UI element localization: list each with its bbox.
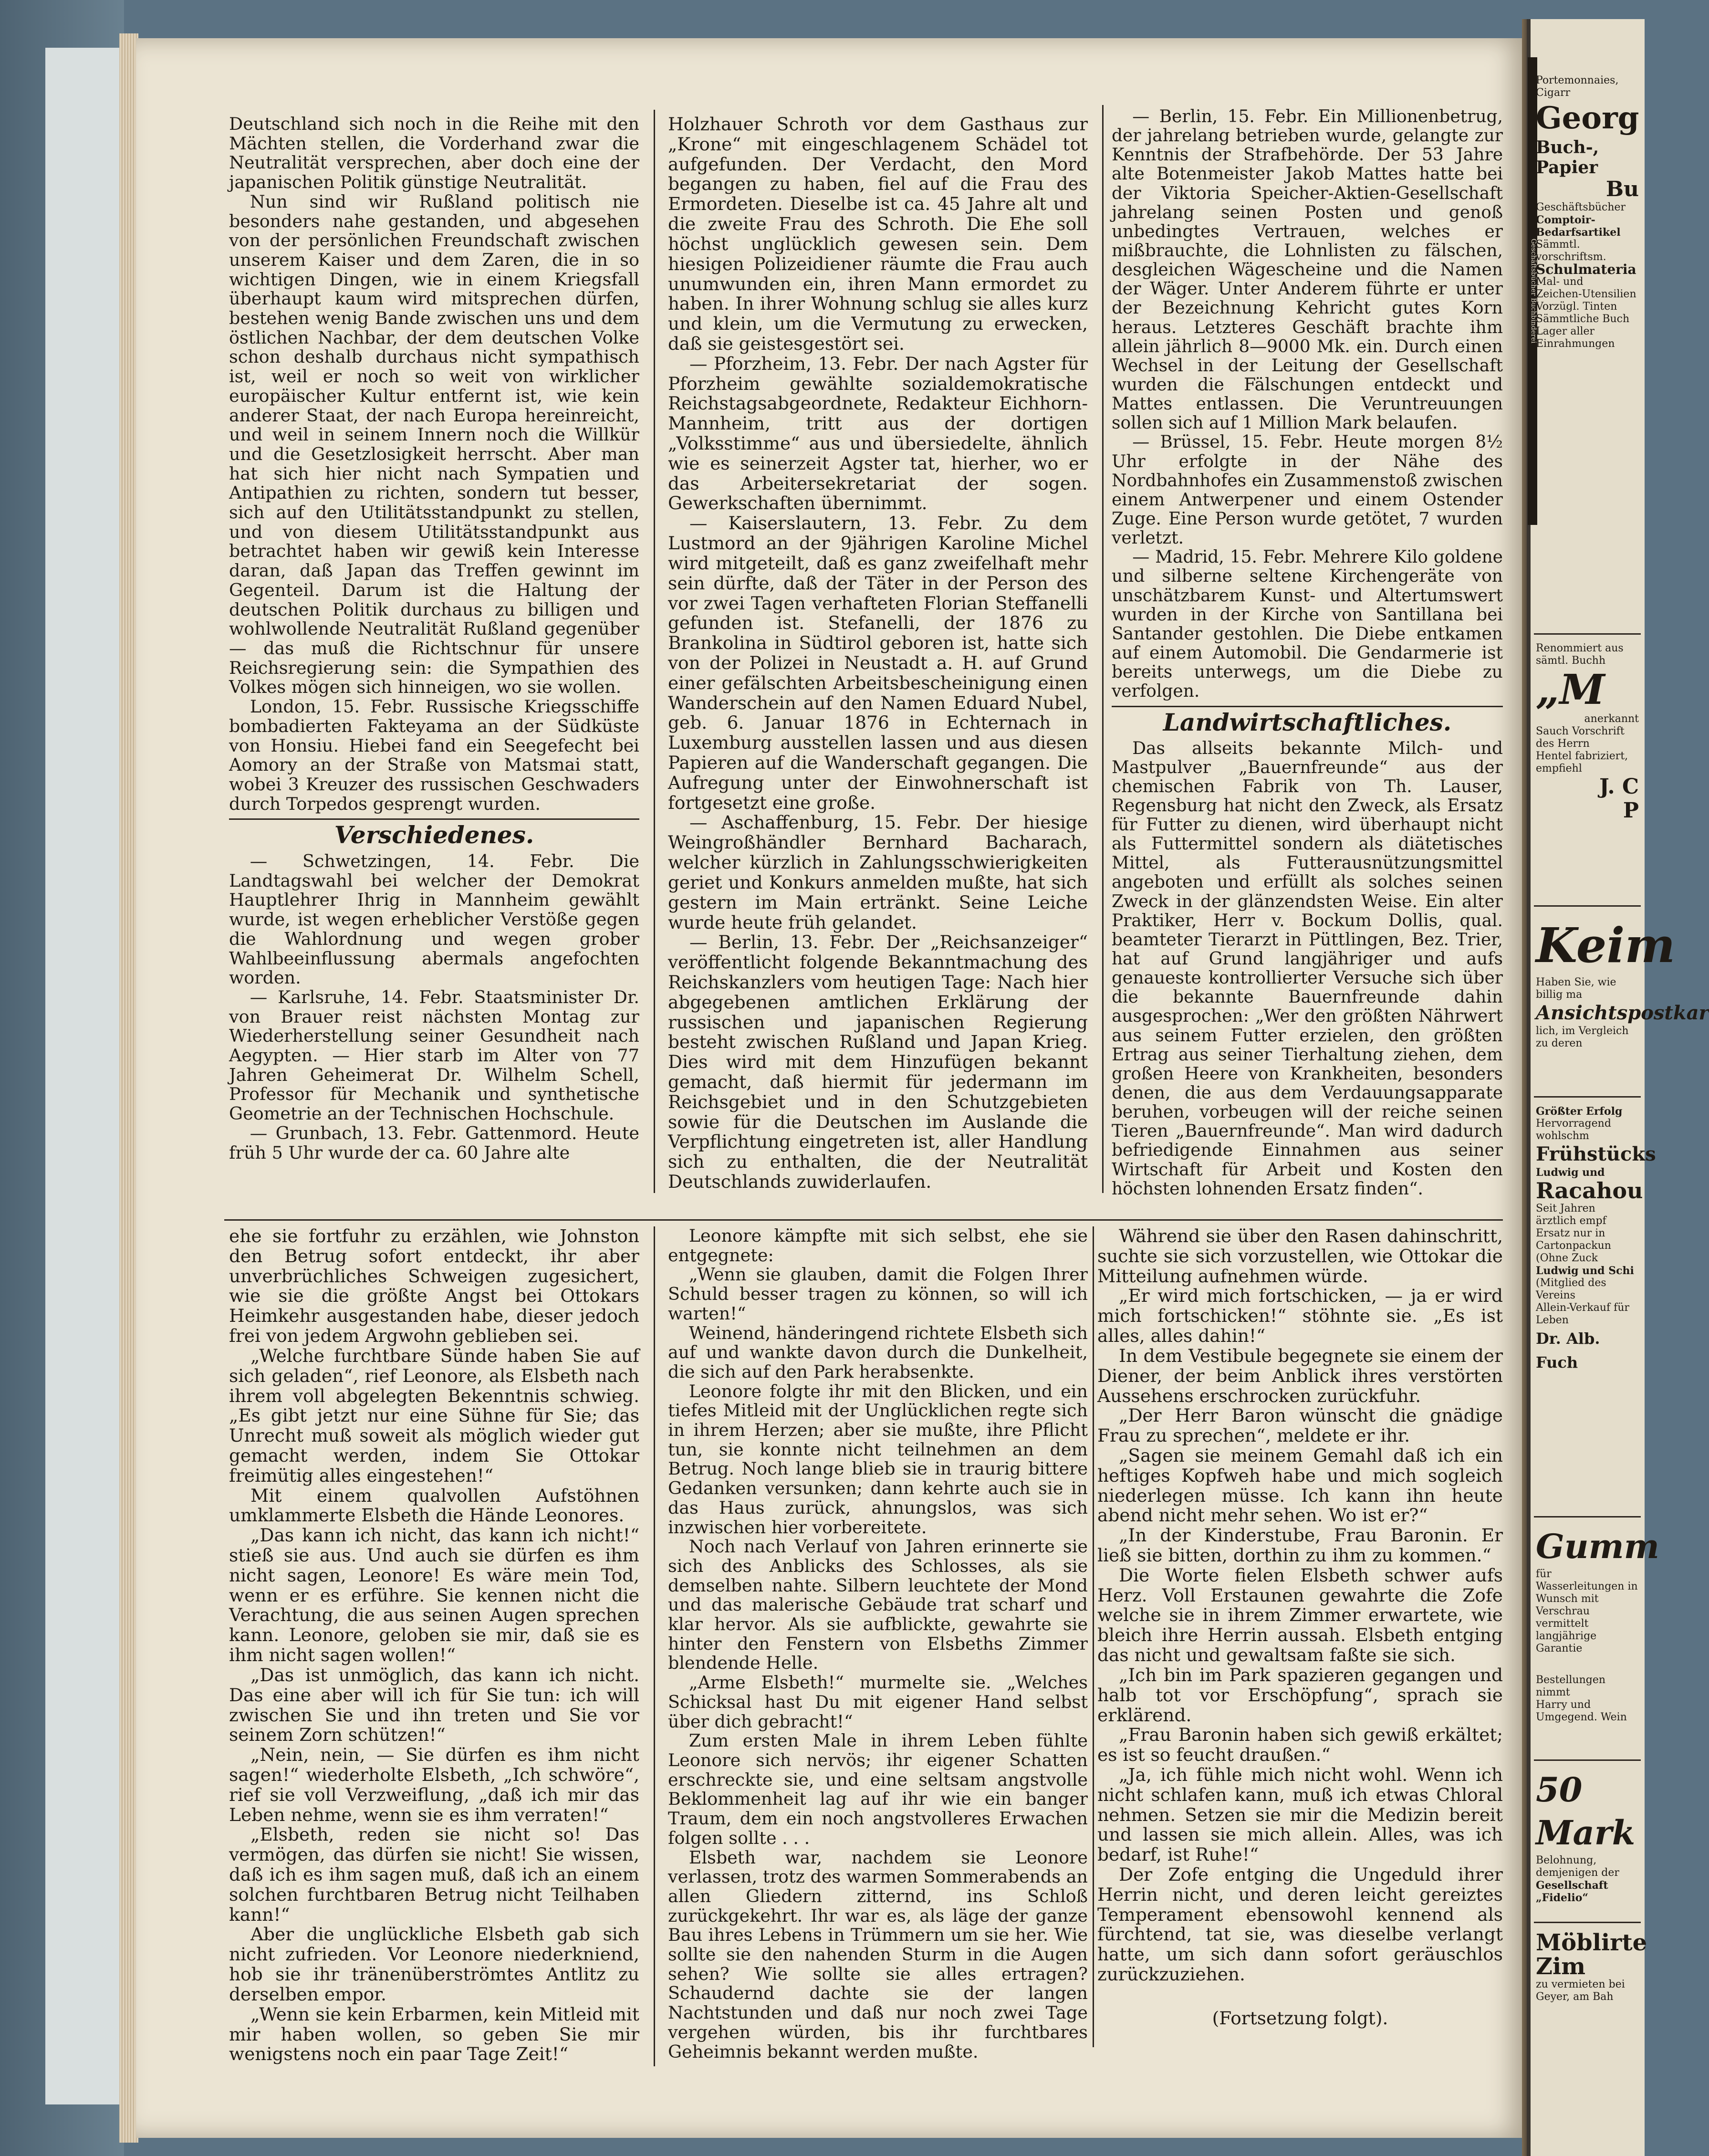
page-stack-edge: [119, 33, 138, 2143]
paragraph: Während sie über den Rasen dahinschritt, suchte sie sich vorzustellen, wie Ottokar die Mitteilung aufnehmen würde.: [1097, 1225, 1503, 1287]
paragraph: Die Worte fielen Elsbeth schwer aufs Herz. Voll Erstaunen gewahrte die Zofe welche sie in ihrem Zimmer erwartete, wie bleich ihre Herrin aussah. Elsbeth entging das nicht und gewaltsam faßte sie sich.: [1097, 1564, 1503, 1666]
ad-m-product: Renommiert aus sämtl. Buchh „M anerkannt Sauch Vorschrift des Herrn Hentel fabriziert, empfiehl J. C P: [1534, 639, 1641, 907]
paragraph: Holzhauer Schroth vor dem Gasthaus zur „Krone“ mit eingeschlagenem Schädel tot aufgefunden. Der Verdacht, den Mord begangen zu haben, fiel auf die Frau des Ermordeten. Dieselbe ist ca. 45 Jahre alt und die zweite Frau des Schroth. Die Ehe soll höchst unglücklich gewesen sein. Dem hiesigen Polizeidiener räumte die Frau auch unumwunden ein, ihren Mann ermordet zu haben. In ihrer Wohnung schlug sie alles kurz und klein, um die Vermutung zu erwecken, daß sie geistesgestört sei.: [668, 114, 1088, 354]
paragraph: „In der Kinderstube, Frau Baronin. Er ließ sie bitten, dorthin zu ihm zu kommen.“: [1097, 1525, 1503, 1566]
paragraph: Aber die unglückliche Elsbeth gab sich nicht zufrieden. Vor Leonore niederkniend, hob sie ihr tränenüberströmtes Antlitz zu derselben empor.: [229, 1924, 639, 2005]
bottom-column-1: [229, 1226, 639, 2066]
paragraph: Mit einem qualvollen Aufstöhnen umklammerte Elsbeth die Hände Leonores.: [229, 1485, 639, 1526]
paragraph: Deutschland sich noch in die Reihe mit den Mächten stellen, die Vorderhand zwar die Neutralität versprechen, aber doch eine der japanischen Politik günstige Neutralität.: [229, 114, 639, 193]
ad-keim-ansichtspostkarten: Keim Haben Sie, wie billig ma Ansichtspostkar lich, im Vergleich zu deren: [1534, 911, 1641, 1098]
ad-georg-buchhandlung: Portemonnaies, Cigarr Georg Buch-, Papier Bu Geschäftsbücher Comptoir- Bedarfsartikel Sämmtl. vorschriftsm. Schulmateria Mal- und Zeichen-Utensilien Vorzügl. Tinten Sämmtliche Buch Lager aller Einrahmungen: [1534, 72, 1641, 635]
feuilleton-divider: [224, 1219, 1503, 1221]
paragraph: „Welche furchtbare Sünde haben Sie auf sich geladen“, rief Leonore, als Elsbeth nach ihrem voll abgelegten Bekenntnis schwieg. „Es gibt jetzt nur eine Sühne für Sie; das Unrecht muß soweit als möglich wieder gut gemacht werden, indem Sie Ottokar freimütig alles eingestehen!“: [229, 1345, 639, 1486]
paragraph: Elsbeth war, nachdem sie Leonore verlassen, trotz des warmen Sommerabends an allen Gliedern zitternd, ins Schloß zurückgekehrt. Ihr war es, als läge der ganze Bau ihres Lebens in Trümmern um sie her. Wie sollte sie den nahenden Sturm in die Augen sehen? Wie sollte sie alles ertragen? Schaudernd dachte sie der langen Nachtstunden und daß nur noch zwei Tage vergehen würden, bis ihr furchtbares Geheimnis bekannt werden mußte.: [668, 1847, 1088, 2062]
paragraph: Leonore folgte ihr mit den Blicken, und ein tiefes Mitleid mit der Unglücklichen regte sich in ihrem Herzen; aber sie mußte, ihre Pflicht tun, sie konnte nicht teilnehmen an dem Betrug. Noch lange blieb sie in traurig bittere Gedanken versunken; dann kehrte auch sie in das Haus zurück, ahnungslos, was sich inzwischen hier vorbereitete.: [668, 1381, 1088, 1538]
binder-board: [45, 48, 128, 2104]
column-rule: [1093, 1226, 1094, 2047]
paragraph: Zum ersten Male in ihrem Leben fühlte Leonore sich nervös; ihr eigener Schatten erschreckte sie, und eine seltsam angstvolle Beklommenheit lag auf ihr wie ein banger Traum, dem ein noch angstvolleres Erwachen folgen sollte . . .: [668, 1730, 1088, 1848]
paragraph: „Er wird mich fortschicken, — ja er wird mich fortschicken!“ stöhnte sie. „Es ist alles, alles dahin!“: [1097, 1285, 1503, 1347]
paragraph: — Berlin, 13. Febr. Der „Reichsanzeiger“ veröffentlicht folgende Bekanntmachung des Reichskanzlers vom heutigen Tage: Nach hier abgegebenen amtlichen Erklärung der russischen und japanischen Regierung besteht zwischen Rußland und Japan Krieg. Dies wird mit dem Hinzufügen bekannt gemacht, daß hiermit für jedermann im Reichsgebiet und in den Schutzgebieten sowie für die Deutschen im Auslande die Verpflichtung eingetreten ist, aller Handlung sich zu enthalten, die der Neutralität Deutschlands zuwiderlaufen.: [668, 931, 1088, 1193]
paragraph: — Berlin, 15. Febr. Ein Millionenbetrug, der jahrelang betrieben wurde, gelangte zur Kenntnis der Strafbehörde. Der 53 Jahre alte Botenmeister Jakob Mattes hatte bei der Viktoria Speicher-Aktien-Gesellschaft jahrelang seinen Posten und genoß unbedingtes Vertrauen, welches er mißbrauchte, die Lohnlisten zu fälschen, desgleichen Wägescheine und die Namen der Wäger. Unter Anderem führte er unter der Bezeichnung Kehricht gutes Korn heraus. Letzteres Geschäft brachte ihm allein jährlich 8—9000 Mk. ein. Durch einen Wechsel in der Leitung der Gesellschaft wurden die Fälschungen entdeckt und Mattes entlassen. Die Veruntreuungen sollen sich auf 1 Million Mark belaufen.: [1112, 107, 1503, 433]
ad-racahout-fruehstueck: Größter Erfolg Hervorragend wohlschm Frühstücks Ludwig und Racahou Seit Jahren ärztlich empf Ersatz nur in Cartonpackun (Ohne Zuck Ludwig und Schi (Mitglied des Vereins Allein-Verkauf für Leben Dr. Alb. Fuch: [1534, 1102, 1641, 1518]
bottom-column-3: [1097, 1226, 1503, 2066]
continuation-note: (Fortsetzung folgt).: [1212, 2007, 1388, 2029]
paragraph: „Arme Elsbeth!“ murmelte sie. „Welches Schicksal hast Du mit eigener Hand selbst über dich gebracht!“: [668, 1672, 1088, 1732]
paragraph: Das allseits bekannte Milch- und Mastpulver „Bauernfreunde“ aus der chemischen Fabrik von Th. Lauser, Regensburg hat nicht den Zweck, als Ersatz für Futter zu dienen, wird überhaupt nicht als Futtermittel sondern als diätetisches Mittel, als Futterausnützungsmittel angeboten und erfüllt als solches seinen Zweck in der glänzendsten Weise. Ein alter Praktiker, Herr v. Bockum Dollis, qual. beamteter Tierarzt in Püttlingen, Bez. Trier, hat auf Grund langjähriger und aufs genaueste kontrollierter Versuche sich über die bekannte Bauernfreunde dahin ausgesprochen: „Wer den größten Nährwert aus seinem Futter erzielen, den größten Ertrag aus seiner Tierhaltung ziehen, dem großen Heere von Krankheiten, besonders denen, die aus dem Verdauungsapparate beruhen, vorbeugen will der reiche seinen Tieren „Bauernfreunde“. Man wird dadurch befriedigende Einnahmen aus seiner Wirtschaft für Arbeit und Kosten den höchsten lohnenden Ersatz finden“.: [1112, 738, 1503, 1199]
column-rule: [654, 1226, 655, 2066]
paragraph: Nun sind wir Rußland politisch nie besonders nahe gestanden, und abgesehen von der persönlichen Freundschaft zwischen unserem Kaiser und dem Zaren, die in so wichtigen Dingen, wie in einem Kriegsfall überhaupt kaum wird mitsprechen dürfen, bestehen wenig Bande zwischen uns und dem östlichen Nachbar, der dem deutschen Volke schon deshalb durchaus nicht sympathisch ist, weil er noch so weit von wirklicher europäischer Kultur entfernt ist, wie kein anderer Staat, der nach Europa hereinreicht, und weil in seinem Innern noch die Willkür und die Gesetzlosigkeit herrscht. Aber man hat sich hier nicht nach Sympatien und Antipathien zu richten, sondern tut besser, sich auf den Utilitätsstandpunkt zu stellen, und von diesem Utilitätsstandpunkt aus betrachtet haben wir gewiß kein Interesse daran, daß Japan das Treffen gewinnt im Gegenteil. Darum ist die Haltung der deutschen Politik durchaus zu billigen und wohlwollende Neutralität Rußland gegenüber — das muß die Richtschnur für unsere Reichsregierung sein: die Sympathien des Volkes mögen sich hinneigen, wo sie wollen.: [229, 191, 639, 698]
top-column-2: [668, 115, 1088, 1193]
paragraph: — Schwetzingen, 14. Febr. Die Landtagswahl bei welcher der Demokrat Hauptlehrer Ihrig in Mannheim gewählt wurde, ist wegen erheblicher Verstöße gegen die Wahlordnung und wegen grober Wahlbeeinflussung abermals angefochten worden.: [229, 851, 639, 988]
bottom-column-2: [668, 1226, 1088, 2066]
paragraph: — Brüssel, 15. Febr. Heute morgen 8½ Uhr erfolgte in der Nähe des Nordbahnhofes ein Zusammenstoß zwischen einem Antwerpener und einem Ostender Zuge. Eine Person wurde getötet, 7 wurden verletzt.: [1112, 432, 1503, 548]
section-heading-verschiedenes: Verschiedenes.: [334, 821, 534, 849]
ad-moeblirte-zimmer: Möblirte Zim zu vermieten bei Geyer, am Bah: [1536, 1929, 1647, 2003]
paragraph: — Madrid, 15. Febr. Mehrere Kilo goldene und silberne seltene Kirchengeräte von unschätzbarem Kunst- und Altertumswert wurden in der Kirche von Santillana bei Santander gestohlen. Die Diebe entkamen auf einem Automobil. Die Gendarmerie ist bereits unterwegs, um die Diebe zu verfolgen.: [1112, 547, 1503, 701]
ad-50-mark-belohnung: 50 Mark Belohnung, demjenigen der Gesellschaft „Fidelio“: [1534, 1766, 1641, 1923]
paragraph: — Grunbach, 13. Febr. Gattenmord. Heute früh 5 Uhr wurde der ca. 60 Jahre alte: [229, 1122, 639, 1163]
paragraph: — Kaiserslautern, 13. Febr. Zu dem Lustmord an der 9jährigen Karoline Michel wird mitgeteilt, daß es ganz zweifelhaft mehr sein dürfte, daß der Täter in der Person des vor zwei Tagen verhafteten Florian Steffanelli gefunden ist. Stefanelli, der 1876 zu Brankolina in Südtirol geboren ist, hatte sich von der Polizei in Neustadt a. H. auf Grund einer gefälschten Arbeitsbescheinigung einen Wanderschein auf den Namen Eduard Nubel, geb. 6. Januar 1876 in Echternach in Luxemburg ausstellen lassen und aus diesen Papieren auf die Wanderschaft gegangen. Die Aufregung unter der Einwohnerschaft ist fortgesetzt eine große.: [668, 513, 1088, 813]
paragraph: In dem Vestibule begegnete sie einem der Diener, der beim Anblick ihres verstörten Aussehens erschrocken zurückfuhr.: [1097, 1345, 1503, 1406]
paragraph: „Frau Baronin haben sich gewiß erkältet; es ist so feucht draußen.“: [1097, 1724, 1503, 1766]
paragraph: „Der Herr Baron wünscht die gnädige Frau zu sprechen“, meldete er ihr.: [1097, 1405, 1503, 1446]
paragraph: ehe sie fortfuhr zu erzählen, wie Johnston den Betrug sofort entdeckt, ihr aber unverbrüchliches Schweigen zugesichert, wie sie die größte Angst bei Ottokars Heimkehr ausgestanden habe, dieser jedoch frei von jedem Argwohn geblieben sei.: [229, 1225, 639, 1347]
top-column-3: [1112, 107, 1503, 1224]
paragraph: „Elsbeth, reden sie nicht so! Das vermögen, das dürfen sie nicht! Sie wissen, daß ich es ihm sagen muß, daß ich an einem solchen furchtbaren Betrug nicht Teilhaben kann!“: [229, 1824, 639, 1925]
paragraph: „Das kann ich nicht, das kann ich nicht!“ stieß sie aus. Und auch sie dürfen es ihm nicht sagen, Leonore! Es wäre mein Tod, wenn er es erführe. Sie kennen nicht die Verachtung, die aus seinen Augen sprechen kann. Leonore, geloben sie mir, daß sie es ihm nicht sagen wollen!“: [229, 1525, 639, 1666]
paragraph: Der Zofe entging die Ungeduld ihrer Herrin nicht, und deren leicht gereiztes Temperament ebensowohl kennend als fürchtend, tat sie, was dieselbe verlangt hatte, um sich dann sofort geräuschlos zurückzuziehen.: [1097, 1864, 1503, 1985]
section-divider: [229, 818, 639, 820]
column-rule: [654, 110, 655, 1193]
vertical-ad-strip: Geschäftsbücher Buchbinderei: [1528, 57, 1537, 525]
paragraph: „Nein, nein, — Sie dürfen es ihm nicht sagen!“ wiederholte Elsbeth, „Ich schwöre“, rief sie voll Verzweiflung, „daß ich mir das Leben nehme, wenn sie es ihm verraten!“: [229, 1744, 639, 1825]
ad-gummi-schlaeuche: Gumm für Wasserleitungen in Wunsch mit Verschrau vermittelt langjährige Garantie Bestellungen nimmt Harry und Umgegend. Wein: [1534, 1522, 1641, 1761]
paragraph: Weinend, händeringend richtete Elsbeth sich auf und wankte davon durch die Dunkelheit, die sich auf den Park herabsenkte.: [668, 1322, 1088, 1382]
paragraph: „Ich bin im Park spazieren gegangen und halb tot vor Erschöpfung“, sprach sie erklärend.: [1097, 1664, 1503, 1726]
paragraph: — Aschaffenburg, 15. Febr. Der hiesige Weingroßhändler Bernhard Bacharach, welcher kürzlich in Zahlungsschwierigkeiten geriet und Konkurs anmelden mußte, hat sich gestern im Main ertränkt. Seine Leiche wurde heute früh gelandet.: [668, 812, 1088, 933]
section-divider: [1112, 706, 1503, 707]
paragraph: Noch nach Verlauf von Jahren erinnerte sie sich des Anblicks des Schlosses, als sie demselben nahte. Silbern leuchtete der Mond und das malerische Gebäude trat scharf und klar hervor. Als sie aufblickte, gewahrte sie hinter den Fenstern von Elsbeths Zimmer blendende Helle.: [668, 1536, 1088, 1674]
paragraph: London, 15. Febr. Russische Kriegsschiffe bombadierten Fakteyama an der Südküste von Honsiu. Hiebei fand ein Seegefecht bei Aomory an der Straße von Matsmai statt, wobei 3 Kreuzer des russischen Geschwaders durch Torpedos gesprengt wurden.: [229, 696, 639, 814]
paragraph: — Karlsruhe, 14. Febr. Staatsminister Dr. von Brauer reist nächsten Montag zur Wiederherstellung seiner Gesundheit nach Aegypten. — Hier starb im Alter von 77 Jahren Geheimerat Dr. Wilhelm Schell, Professor für Mechanik und synthetische Geometrie an der Technischen Hochschule.: [229, 986, 639, 1124]
top-column-1: [229, 115, 639, 1172]
section-heading-landwirtschaftliches: Landwirtschaftliches.: [1163, 708, 1452, 737]
paragraph: — Pforzheim, 13. Febr. Der nach Agster für Pforzheim gewählte sozialdemokratische Reichstagsabgeordnete, Redakteur Eichhorn-Mannheim, tritt aus der dortigen „Volksstimme“ aus und übersiedelte, ähnlich wie es seinerzeit Agster tat, hierher, wo er das Arbeitersekretariat der sogen. Gewerkschaften übernimmt.: [668, 353, 1088, 514]
paragraph: „Das ist unmöglich, das kann ich nicht. Das eine aber will ich für Sie tun: ich will zwischen Sie und ihn treten und Sie vor seinem Zorn schützen!“: [229, 1664, 639, 1746]
paragraph: „Wenn sie kein Erbarmen, kein Mitleid mit mir haben wollen, so geben Sie mir wenigstens noch ein paar Tage Zeit!“: [229, 2003, 639, 2065]
paragraph: „Sagen sie meinem Gemahl daß ich ein heftiges Kopfweh habe und mich sogleich niederlegen müsse. Ich kann ihn heute abend nicht mehr sehen. Wo ist er?“: [1097, 1444, 1503, 1526]
paragraph: „Wenn sie glauben, damit die Folgen Ihrer Schuld besser tragen zu können, so will ich warten!“: [668, 1264, 1088, 1324]
column-rule: [1102, 105, 1104, 1193]
paragraph: Leonore kämpfte mit sich selbst, ehe sie entgegnete:: [668, 1225, 1088, 1266]
paragraph: „Ja, ich fühle mich nicht wohl. Wenn ich nicht schlafen kann, muß ich etwas Chloral nehmen. Setzen sie mir die Medizin bereit und lassen sie mich allein. Alles, was ich bedarf, ist Ruhe!“: [1097, 1764, 1503, 1865]
